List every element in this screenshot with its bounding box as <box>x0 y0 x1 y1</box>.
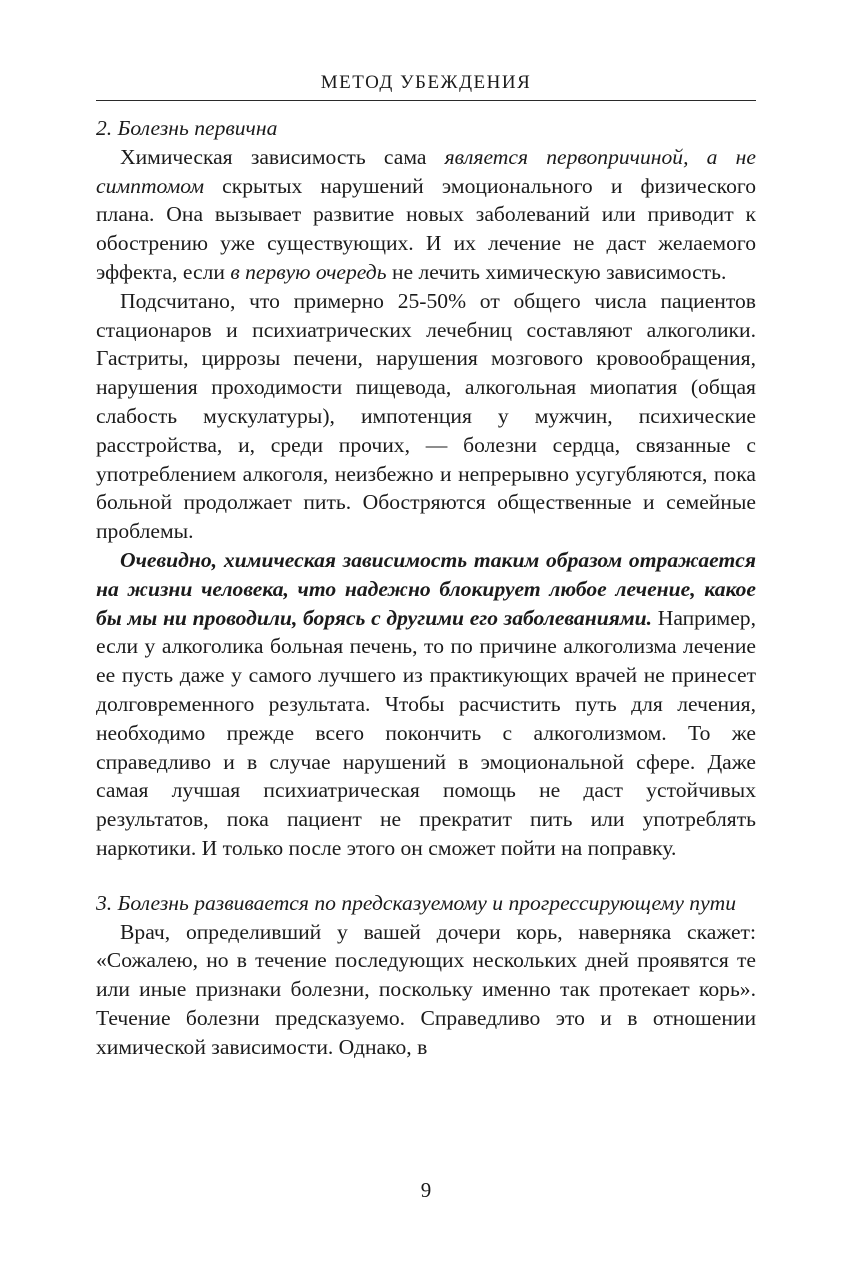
text-run: Химическая зависимость сама <box>120 144 445 169</box>
emphasis-primary-cause: является первопричиной, а не симптомом <box>96 144 756 198</box>
text-run: не лечить химическую зависимость. <box>386 259 727 284</box>
bold-italic-statement: Очевидно, химическая зависимость таким образом отражается на жизни человека, что надежно блокирует любое лечение, какое бы мы ни проводили, борясь с другими его заболеваниями. <box>96 547 756 630</box>
running-header: МЕТОД УБЕЖДЕНИЯ <box>96 70 756 101</box>
section-2-paragraph-3 <box>96 546 756 863</box>
section-2-paragraph-1 <box>96 143 756 287</box>
section-2-paragraph-2: Подсчитано, что примерно 25-50% от общего числа пациентов стационаров и психиатрических лечебниц составляют алкоголики. Гастриты, циррозы печени, нарушения мозгового кровообращения, нарушения проходимости пищевода, алкогольная миопатия (общая слабость мускулатуры), импотенция у мужчин, психические расстройства, и, среди прочих, — болезни сердца, связанные с употреблением алкоголя, неизбежно и непрерывно усугубляются, пока больной продолжает пить. Обостряются общественные и семейные проблемы. <box>96 288 756 544</box>
section-3-paragraph-1: Врач, определивший у вашей дочери корь, наверняка скажет: «Сожалею, но в течение последующих нескольких дней проявятся те или иные признаки болезни, поскольку именно так протекает корь». Течение болезни предсказуемо. Справедливо это и в отношении химической зависимости. Однако, в <box>96 919 756 1059</box>
page-number: 9 <box>420 1178 432 1202</box>
text-run: скрытых нарушений эмоционального и физического плана. Она вызывает развитие новых заболеваний или приводит к обострению уже существующих. И их лечение не даст желаемого эффекта, если <box>96 173 756 284</box>
section-3-heading: 3. Болезнь развивается по предсказуемому и прогрессирующему пути <box>96 890 737 915</box>
section-2-heading: 2. Болезнь первична <box>96 116 278 140</box>
text-run: Например, если у алкоголика больная печень, то по причине алкоголизма лечение ее пусть даже у самого лучшего из практикующих врачей не принесет долговременного результата. Чтобы расчистить путь для лечения, необходимо прежде всего покончить с алкоголизмом. То же справедливо и в случае нарушений в эмоциональной сфере. Даже самая лучшая психиатрическая помощь не даст устойчивых результатов, пока пациент не прекратит пить или употреблять наркотики. И только после этого он сможет пойти на поправку. <box>96 605 756 860</box>
emphasis-first-priority: в первую очередь <box>230 259 387 284</box>
body-text <box>96 114 756 1062</box>
